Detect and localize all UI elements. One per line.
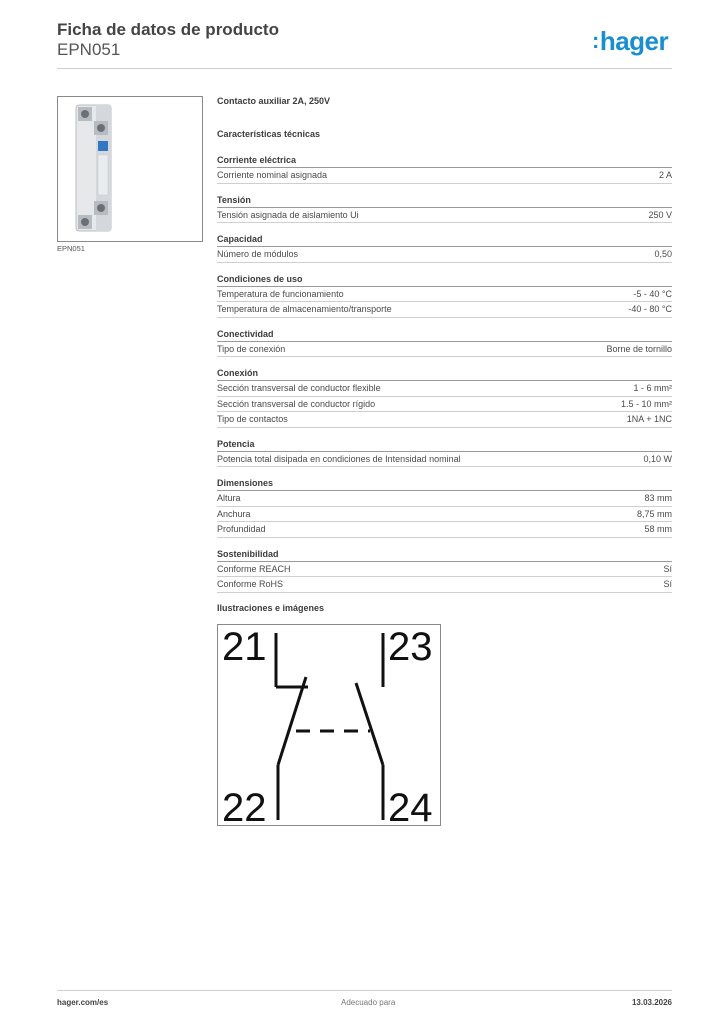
spec-label: Tipo de contactos [217, 414, 288, 424]
section-corriente [217, 153, 672, 184]
logo-text: hager [599, 26, 669, 56]
spec-value: 1.5 - 10 mm² [620, 398, 672, 409]
section-tension [217, 193, 672, 224]
spec-value: 58 mm [644, 524, 672, 534]
spec-row [217, 522, 672, 538]
spec-row [217, 562, 672, 578]
spec-label: Conforme RoHS [217, 579, 284, 589]
spec-value: 83 mm [644, 493, 672, 503]
illustrations-title: Ilustraciones e imágenes [217, 603, 325, 613]
section-potencia [217, 437, 672, 468]
section-title: Potencia [217, 437, 672, 452]
spec-label: Profundidad [217, 524, 266, 534]
section-capacidad [217, 232, 672, 263]
spec-label: Tensión asignada de aislamiento Ui [217, 209, 359, 220]
spec-value: 250 V [648, 209, 672, 220]
footer-suitable-for: Adecuado para [341, 998, 396, 1007]
spec-row [217, 342, 672, 358]
section-title: Tensión [217, 193, 672, 208]
spec-row [217, 247, 672, 263]
spec-label: Corriente nominal asignada [217, 170, 328, 180]
spec-row [217, 208, 672, 224]
section-title: Capacidad [217, 232, 672, 247]
spec-row [217, 381, 672, 397]
spec-label: Tipo de conexión [217, 343, 286, 354]
spec-label: Altura [217, 493, 241, 503]
spec-label: Temperatura de almacenamiento/transporte [217, 304, 392, 314]
spec-label: Conforme REACH [217, 563, 291, 574]
wiring-diagram [217, 624, 441, 826]
product-code: EPN051 [57, 40, 121, 59]
spec-row [217, 491, 672, 507]
spec-value: 1 - 6 mm² [633, 383, 672, 393]
terminal-23-label: 23 [388, 625, 433, 669]
spec-label: Temperatura de funcionamiento [217, 288, 344, 299]
spec-label: Potencia total disipada en condiciones de Intensidad nominal [217, 453, 461, 464]
spec-row [217, 287, 672, 303]
terminal-21-label: 21 [222, 625, 267, 669]
section-conectividad [217, 327, 672, 358]
spec-row [217, 302, 672, 318]
spec-value: -40 - 80 °C [628, 304, 672, 314]
footer-website[interactable]: hager.com/es [57, 998, 109, 1007]
spec-row [217, 397, 672, 413]
terminal-24-label: 24 [388, 786, 433, 825]
spec-label: Número de módulos [217, 249, 299, 259]
spec-content [217, 94, 672, 602]
section-dimensiones [217, 476, 672, 538]
spec-value: 0,50 [654, 249, 672, 259]
terminal-22-label: 22 [222, 786, 267, 825]
page-title: Ficha de datos de producto [57, 20, 279, 39]
footer-date: 13.03.2026 [631, 998, 672, 1007]
spec-value: 2 A [658, 170, 672, 180]
section-title: Corriente eléctrica [217, 153, 672, 168]
nc-blade [278, 677, 306, 765]
spec-label: Anchura [217, 508, 251, 519]
spec-row [217, 412, 672, 428]
specs-title: Características técnicas [217, 129, 321, 139]
contact-schematic [218, 625, 440, 825]
header-divider [57, 68, 672, 69]
hager-logo [592, 26, 668, 57]
section-title: Condiciones de uso [217, 272, 672, 287]
spec-label: Sección transversal de conductor flexible [217, 383, 381, 393]
spec-value: -5 - 40 °C [633, 288, 672, 299]
product-image [57, 96, 203, 242]
footer-divider [57, 990, 672, 991]
spec-label: Sección transversal de conductor rígido [217, 398, 376, 409]
product-image-caption: EPN051 [57, 244, 85, 253]
spec-row [217, 507, 672, 523]
section-condiciones [217, 272, 672, 318]
section-title: Dimensiones [217, 476, 672, 491]
spec-value: Sí [663, 579, 672, 589]
spec-row [217, 168, 672, 184]
section-title: Conexión [217, 366, 672, 381]
product-title: Contacto auxiliar 2A, 250V [217, 96, 331, 106]
section-conexion [217, 366, 672, 428]
spec-value: 1NA + 1NC [626, 414, 672, 424]
spec-value: Borne de tornillo [606, 343, 672, 354]
section-title: Sostenibilidad [217, 547, 672, 562]
spec-value: 0,10 W [643, 453, 672, 464]
spec-value: 8,75 mm [636, 508, 672, 519]
section-sostenibilidad [217, 547, 672, 593]
section-title: Conectividad [217, 327, 672, 342]
product-illustration [58, 97, 202, 241]
spec-value: Sí [663, 563, 672, 574]
spec-row [217, 452, 672, 468]
logo-dots-icon: : [592, 28, 599, 53]
no-blade [356, 683, 383, 765]
spec-row [217, 577, 672, 593]
